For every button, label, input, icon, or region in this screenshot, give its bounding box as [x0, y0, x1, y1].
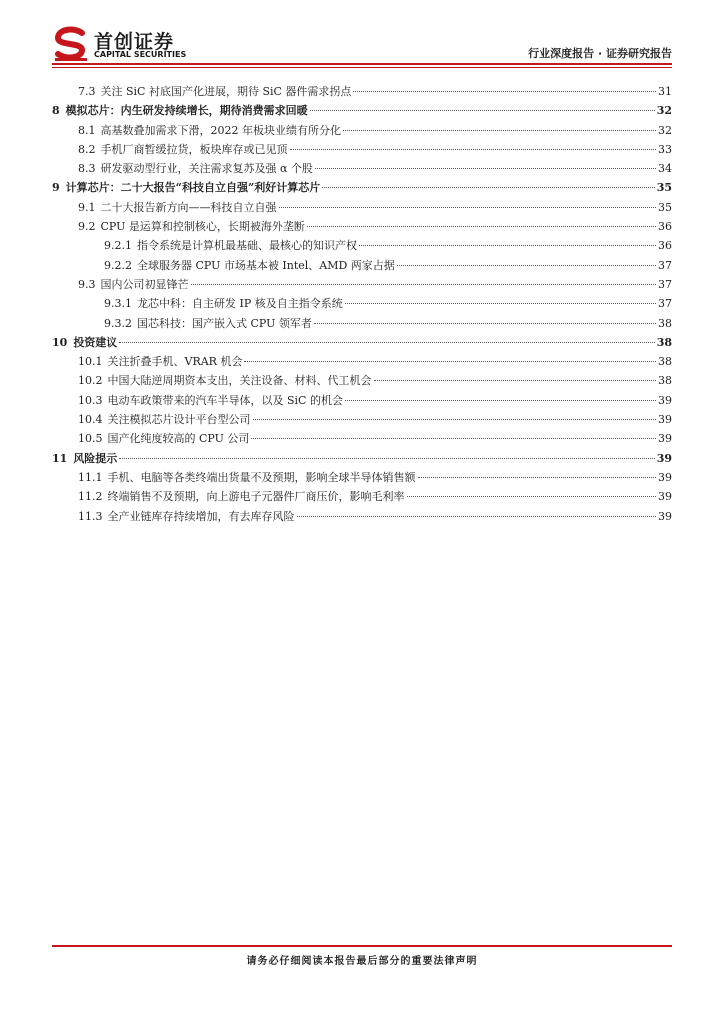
toc-entry[interactable] — [52, 178, 672, 197]
footer-disclaimer: 请务必仔细阅读本报告最后部分的重要法律声明 — [246, 956, 478, 967]
toc-dot-leader — [310, 109, 655, 111]
toc-dot-leader — [418, 476, 657, 478]
toc-entry-number: 11.1 — [78, 470, 103, 484]
toc-dot-leader — [191, 283, 657, 285]
toc-dot-leader — [279, 206, 657, 208]
toc-entry-page: 36 — [658, 220, 672, 234]
toc-entry[interactable] — [52, 101, 672, 120]
toc-entry-page: 39 — [658, 509, 672, 523]
toc-entry-number: 9.2.1 — [104, 239, 132, 253]
toc-entry-title: 风险提示 — [73, 451, 118, 465]
toc-entry-number: 9.3 — [78, 277, 96, 291]
toc-entry-number: 10.1 — [78, 355, 103, 369]
toc-entry-number: 7.3 — [78, 85, 96, 98]
company-logo — [52, 25, 192, 65]
toc-entry-number: 9.3.1 — [104, 297, 132, 311]
toc-entry[interactable] — [52, 256, 672, 275]
toc-dot-leader — [315, 167, 656, 169]
toc-dot-leader — [119, 457, 654, 459]
toc-entry-page: 32 — [656, 104, 672, 118]
toc-entry[interactable] — [52, 294, 672, 313]
toc-entry-title: 国内公司初显锋芒 — [100, 277, 189, 291]
toc-entry-page: 36 — [658, 239, 672, 253]
toc-dot-leader — [345, 399, 656, 401]
toc-entry-number: 10.4 — [78, 413, 103, 427]
toc-entry-title: 计算芯片：二十大报告“科技自立自强”利好计算芯片 — [65, 181, 321, 195]
toc-entry[interactable] — [52, 429, 672, 448]
toc-dot-leader — [297, 515, 657, 517]
toc-dot-leader — [290, 148, 657, 150]
toc-entry[interactable] — [52, 487, 672, 506]
toc-entry[interactable] — [52, 333, 672, 352]
toc-entry-number: 11.2 — [78, 490, 103, 504]
toc-entry-title: 电动车政策带来的汽车半导体，以及 SiC 的机会 — [107, 393, 343, 407]
toc-entry-title: 研发驱动型行业，关注需求复苏及强 α 个股 — [100, 162, 313, 176]
toc-entry-number: 8.2 — [78, 142, 96, 156]
toc-entry-number: 9.1 — [78, 200, 96, 214]
toc-entry-number: 9 — [52, 181, 60, 195]
toc-entry[interactable] — [52, 140, 672, 159]
toc-entry-page: 39 — [658, 490, 672, 504]
toc-entry[interactable] — [52, 391, 672, 410]
toc-entry[interactable] — [52, 468, 672, 487]
toc-entry-title: 全产业链库存持续增加，有去库存风险 — [107, 509, 295, 523]
toc-entry-number: 10.3 — [78, 393, 103, 407]
toc-entry-number: 10.2 — [78, 374, 103, 388]
page-header — [0, 0, 724, 70]
toc-entry-number: 11 — [52, 451, 68, 465]
toc-entry[interactable] — [52, 371, 672, 390]
toc-entry-page: 34 — [658, 162, 672, 176]
toc-entry[interactable] — [52, 449, 672, 468]
toc-entry-title: 龙芯中科：自主研发 IP 核及自主指令系统 — [137, 297, 343, 311]
logo-chinese-name: 首创证券 — [94, 31, 175, 53]
toc-entry-page: 35 — [656, 181, 672, 195]
toc-entry-number: 10.5 — [78, 432, 103, 446]
toc-dot-leader — [244, 360, 656, 362]
toc-entry[interactable] — [52, 507, 672, 526]
toc-entry-title: 国产化纯度较高的 CPU 公司 — [107, 432, 250, 446]
toc-dot-leader — [374, 379, 657, 381]
toc-entry-title: 关注 SiC 衬底国产化进展，期待 SiC 器件需求拐点 — [100, 85, 352, 98]
capital-securities-logo-icon — [52, 25, 90, 63]
toc-entry[interactable] — [52, 275, 672, 294]
toc-entry-title: 关注折叠手机、VRAR 机会 — [107, 355, 243, 369]
toc-entry-number: 11.3 — [78, 509, 103, 523]
toc-entry[interactable] — [52, 217, 672, 236]
toc-entry-title: 模拟芯片：内生研发持续增长，期待消费需求回暖 — [65, 104, 308, 118]
toc-dot-leader — [314, 322, 656, 324]
toc-entry-page: 37 — [658, 277, 672, 291]
toc-entry-page: 39 — [658, 393, 672, 407]
toc-entry[interactable] — [52, 352, 672, 371]
toc-entry-title: 关注模拟芯片设计平台型公司 — [107, 413, 251, 427]
footer-divider — [52, 945, 672, 947]
toc-entry-number: 9.3.2 — [104, 316, 132, 330]
toc-entry[interactable] — [52, 159, 672, 178]
toc-entry-title: 手机、电脑等各类终端出货量不及预期，影响全球半导体销售额 — [107, 470, 416, 484]
toc-dot-leader — [353, 90, 656, 92]
toc-entry-title: 投资建议 — [73, 335, 118, 349]
toc-entry-number: 8 — [52, 104, 60, 118]
toc-dot-leader — [343, 129, 656, 131]
toc-entry-page: 38 — [656, 335, 672, 349]
toc-entry[interactable] — [52, 82, 672, 101]
toc-dot-leader — [322, 186, 654, 188]
header-divider — [52, 63, 672, 65]
toc-entry-title: CPU 是运算和控制核心，长期被海外垄断 — [100, 220, 305, 234]
toc-entry-number: 8.1 — [78, 123, 96, 137]
toc-entry[interactable] — [52, 198, 672, 217]
toc-entry-title: 手机厂商暂缓拉货，板块库存或已见顶 — [100, 142, 288, 156]
toc-dot-leader — [119, 341, 654, 343]
toc-entry-page: 32 — [658, 123, 672, 137]
toc-dot-leader — [407, 495, 657, 497]
toc-entry-page: 37 — [658, 297, 672, 311]
toc-entry-page: 39 — [656, 451, 672, 465]
toc-entry-title: 二十大报告新方向——科技自立自强 — [100, 200, 277, 214]
toc-entry-page: 38 — [658, 355, 672, 369]
toc-entry-page: 38 — [658, 316, 672, 330]
toc-dot-leader — [359, 244, 656, 246]
toc-dot-leader — [251, 437, 656, 439]
toc-entry-page: 37 — [658, 258, 672, 272]
report-type-label: 行业深度报告 · 证券研究报告 — [528, 47, 672, 60]
toc-entry-page: 39 — [658, 470, 672, 484]
logo-english-name: CAPITAL SECURITIES — [94, 50, 187, 59]
toc-entry-page: 33 — [658, 142, 672, 156]
toc-entry[interactable] — [52, 236, 672, 255]
toc-entry-title: 指令系统是计算机最基础、最核心的知识产权 — [137, 239, 357, 253]
toc-entry[interactable] — [52, 314, 672, 333]
toc-entry-page: 39 — [658, 413, 672, 427]
toc-entry-page: 38 — [658, 374, 672, 388]
toc-dot-leader — [397, 264, 656, 266]
toc-entry-number: 8.3 — [78, 162, 96, 176]
toc-entry-number: 9.2.2 — [104, 258, 132, 272]
toc-entry-page: 35 — [658, 200, 672, 214]
toc-dot-leader — [253, 418, 657, 420]
toc-entry-title: 全球服务器 CPU 市场基本被 Intel、AMD 两家占据 — [137, 258, 395, 272]
toc-entry[interactable] — [52, 410, 672, 429]
toc-entry-title: 高基数叠加需求下滑，2022 年板块业绩有所分化 — [100, 123, 341, 137]
toc-entry-number: 10 — [52, 335, 68, 349]
toc-entry-number: 9.2 — [78, 220, 96, 234]
toc-dot-leader — [345, 302, 656, 304]
toc-entry-title: 终端销售不及预期，向上游电子元器件厂商压价，影响毛利率 — [107, 490, 405, 504]
toc-dot-leader — [307, 225, 656, 227]
header-divider-thin — [52, 67, 672, 68]
toc-entry-title: 中国大陆逆周期资本支出，关注设备、材料、代工机会 — [107, 374, 372, 388]
table-of-contents — [52, 82, 672, 526]
toc-entry-page: 39 — [658, 432, 672, 446]
toc-entry-title: 国芯科技：国产嵌入式 CPU 领军者 — [137, 316, 312, 330]
toc-entry-page: 31 — [658, 85, 672, 98]
toc-entry[interactable] — [52, 121, 672, 140]
